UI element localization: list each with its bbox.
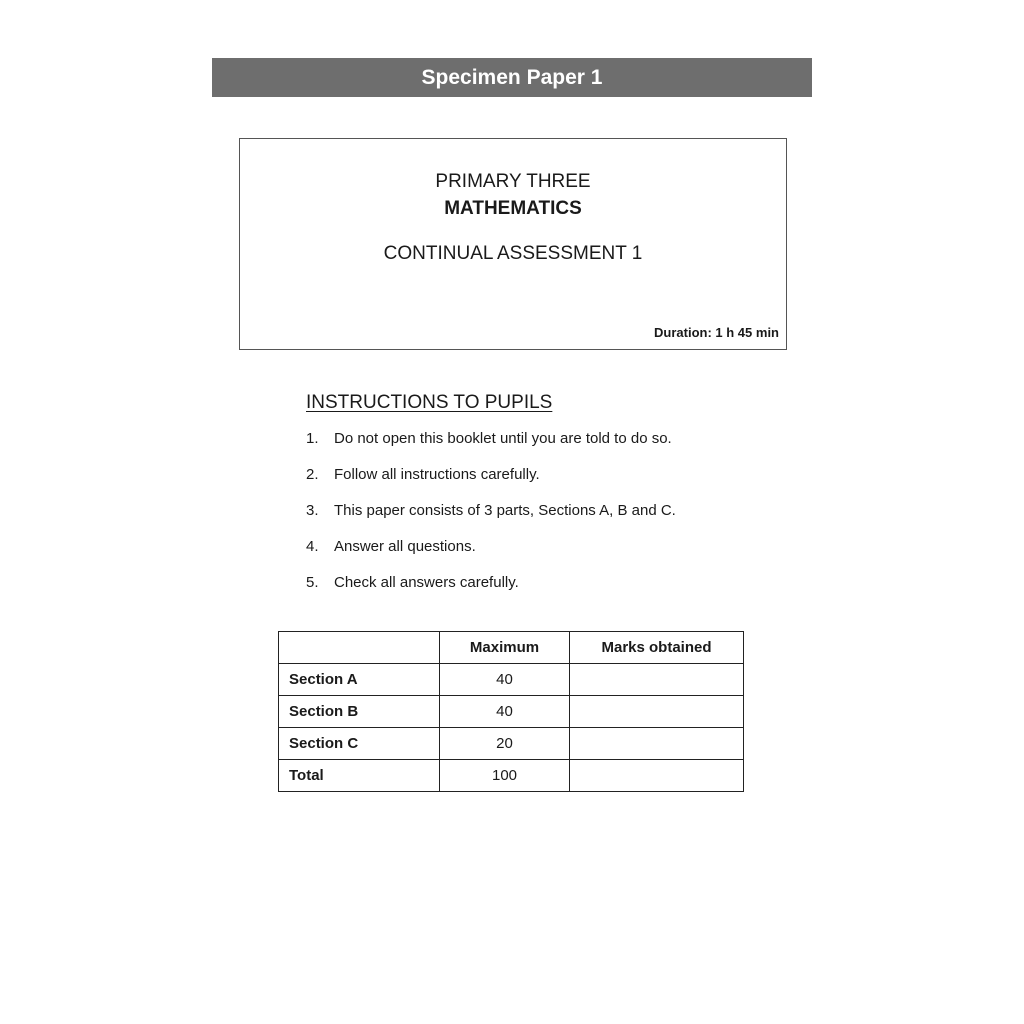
instruction-item [306, 430, 676, 466]
paper-title: Specimen Paper 1 [421, 65, 603, 89]
subject-heading: MATHEMATICS [444, 198, 582, 219]
instruction-text: Do not open this booklet until you are told to do so. [334, 430, 672, 447]
table-row [279, 728, 744, 760]
table-row [279, 760, 744, 792]
instruction-text: This paper consists of 3 parts, Sections A, B and C. [334, 502, 676, 519]
instructions-heading: INSTRUCTIONS TO PUPILS [306, 392, 553, 413]
instruction-item [306, 538, 676, 574]
maximum-cell: 40 [440, 696, 570, 728]
row-label-cell: Total [279, 760, 440, 792]
marks-table [278, 631, 744, 792]
marks-obtained-cell [570, 760, 744, 792]
instruction-item [306, 502, 676, 538]
table-header-row [279, 632, 744, 664]
header-cell-marks-obtained: Marks obtained [570, 632, 744, 664]
instruction-number: 2. [306, 466, 319, 483]
cover-box [239, 138, 787, 350]
assessment-heading: CONTINUAL ASSESSMENT 1 [383, 243, 643, 264]
table-row [279, 696, 744, 728]
instruction-text: Follow all instructions carefully. [334, 466, 540, 483]
instructions-list [306, 430, 676, 610]
instruction-number: 1. [306, 430, 319, 447]
maximum-cell: 40 [440, 664, 570, 696]
instruction-text: Check all answers carefully. [334, 574, 519, 591]
marks-obtained-cell [570, 728, 744, 760]
instruction-text: Answer all questions. [334, 538, 476, 555]
row-label-cell: Section C [279, 728, 440, 760]
header-cell-maximum: Maximum [440, 632, 570, 664]
paper-title-banner [212, 58, 812, 97]
duration-label: Duration: 1 h 45 min [654, 325, 779, 340]
instruction-number: 5. [306, 574, 319, 591]
marks-obtained-cell [570, 664, 744, 696]
table-row [279, 664, 744, 696]
row-label-cell: Section B [279, 696, 440, 728]
level-heading: PRIMARY THREE [435, 171, 591, 192]
header-cell-blank [279, 632, 440, 664]
instruction-item [306, 574, 676, 610]
instruction-number: 3. [306, 502, 319, 519]
instruction-item [306, 466, 676, 502]
row-label-cell: Section A [279, 664, 440, 696]
maximum-cell: 20 [440, 728, 570, 760]
marks-obtained-cell [570, 696, 744, 728]
maximum-cell: 100 [440, 760, 570, 792]
instruction-number: 4. [306, 538, 319, 555]
